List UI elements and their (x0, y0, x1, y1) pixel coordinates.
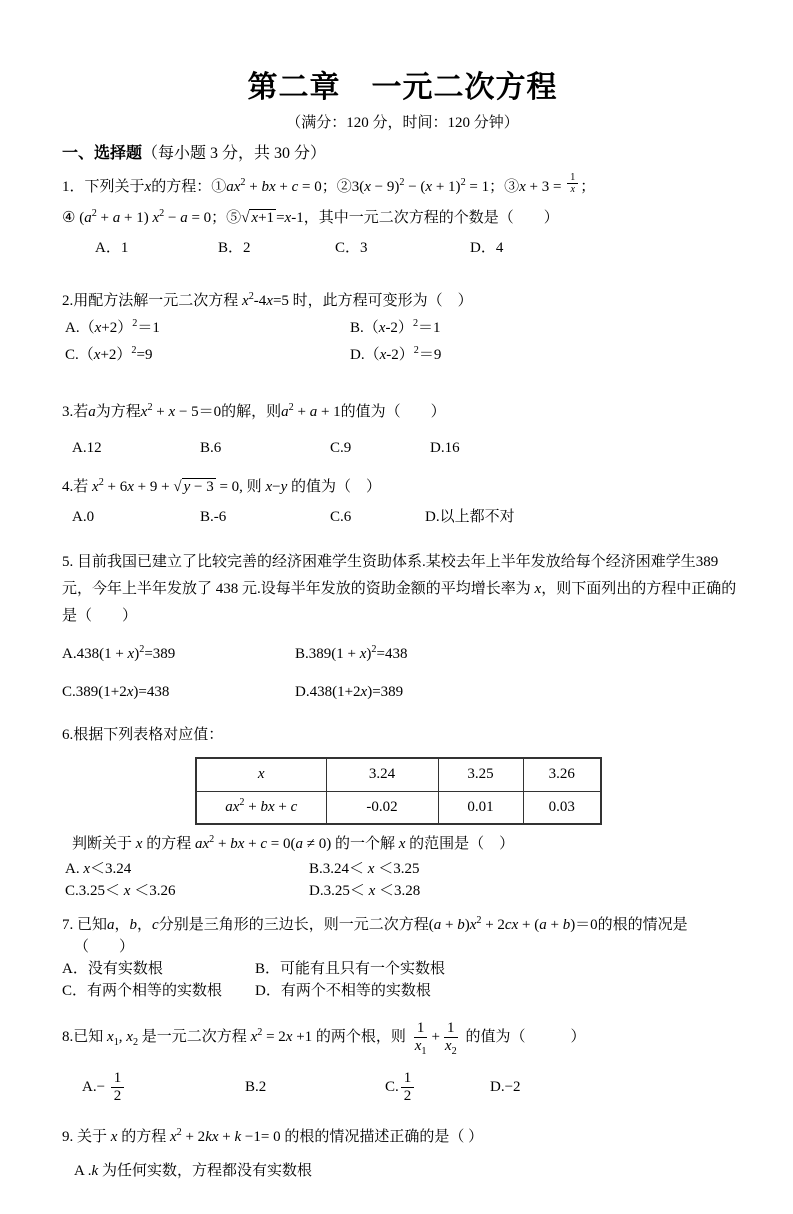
values-table (195, 757, 602, 825)
table-cell-poly-2: 0.01 (438, 791, 523, 824)
question-4 (62, 470, 743, 531)
document-title: 第二章 一元二次方程 (247, 71, 558, 104)
question-2-option-a: $A.(x+2)^2=1$ (65, 318, 160, 336)
question-5-option-a: $A.438(1 + x)^2=389$ (62, 644, 176, 662)
question-7-stem: 7. 已知a，b，c分别是三角形的三边长，则一元二次方程$(a + b)x^2 + 2cx + (a + b)=0$的根的情况是 (62, 915, 688, 933)
question-7-option-a: A．没有实数根 (62, 961, 163, 977)
question-8 (62, 1016, 743, 1108)
question-2-options-row-1 (62, 315, 743, 342)
question-2-option-c: $C.(x+2)^2=9$ (65, 345, 153, 363)
question-1-option-d: D．4 (470, 240, 504, 256)
question-7-option-b: B．可能有且只有一个实数根 (255, 961, 446, 977)
question-8-options (62, 1066, 743, 1108)
section-heading-label: 一、选择题 (62, 145, 143, 162)
question-1-stem-line1: 1．下列关于x的方程：$①ax^2$ + bx + c = 0；②3(x − $9)^2 - (x + 1)^2 = 1$；③x + 3 = $\frac{1}{x}$ ； (62, 172, 596, 195)
question-2-stem: 2.用配方法解一元二次方程 $x^2-4x=5$ 时，此方程可变形为（ ） (62, 291, 473, 309)
question-7-options-row-2 (62, 980, 743, 1002)
question-9-option-a: A .k 为任何实数，方程都没有实数根 (74, 1163, 312, 1179)
question-1-stem-line2: ④ $(a^2 + a + 1) x^2 - a = 0$；⑤√ x+1 =x-1，其中一元二次方程的个数是（ ） (62, 208, 559, 226)
question-1-option-c: C．3 (335, 240, 368, 256)
score-time-note: （满分：120 分，时间：120 分钟） (286, 115, 519, 131)
question-4-option-a: A.0 (72, 509, 95, 525)
question-1 (62, 174, 743, 262)
section-heading-note: （每小题 3 分，共 30 分） (142, 145, 327, 162)
question-4-option-b: B.-6 (200, 509, 227, 525)
question-2-option-d: $D.(x-2)^2=9$ (350, 345, 442, 363)
question-3-option-d: D.16 (430, 440, 460, 456)
question-3-option-c: C.9 (330, 440, 352, 456)
question-5-stem: 5. 目前我国已建立了比较完善的经济困难学生资助体系.某校去年上半年发放给每个经济困难学生389元，今年上半年发放了 438 元.设每半年发放的资助金额的平均增长率为 x，则下面列出的方程中正确的是（ ） (62, 554, 737, 624)
question-6-option-d: D.3.25＜ x ＜3.28 (309, 883, 421, 899)
question-6-option-a: A. x＜3.24 (65, 861, 132, 877)
question-7-option-d: D．有两个不相等的实数根 (255, 983, 431, 999)
question-9 (62, 1124, 743, 1184)
question-6-post-text: 判断关于 x 的方程 $ax^2$ + bx + c = 0(a ≠ 0) 的一个解 x 的范围是（ ） (72, 834, 515, 852)
table-cell-poly-1: -0.02 (326, 791, 438, 824)
question-5-options-row-2 (62, 679, 743, 706)
question-2 (62, 288, 743, 369)
question-1-option-a: A．1 (95, 240, 129, 256)
question-1-option-b: B．2 (218, 240, 251, 256)
question-5-option-d: D.438(1+2x)=389 (295, 684, 404, 700)
question-6 (62, 722, 743, 902)
table-cell-x-label: x (196, 758, 326, 791)
table-cell-x-3: 3.26 (523, 758, 601, 791)
question-8-option-b: B.2 (245, 1079, 267, 1095)
question-6-stem: 6.根据下列表格对应值： (62, 727, 224, 743)
question-3-option-b: B.6 (200, 440, 222, 456)
question-4-options (62, 504, 743, 531)
question-6-options-row-2 (62, 880, 743, 902)
values-table-row-poly (196, 791, 601, 824)
question-3-stem: 3.若a为方程$x^2 + x - 5=0$的解，则$a^2 + a + 1$的值为（ ） (62, 402, 446, 420)
question-8-stem: 8.已知 $x_1$, $x_2$ 是一元二次方程 $x^2 = 2x +1$ 的两个根，则 $\frac{1}{x_1}$ + $\frac{1}{x_2}$ 的值为（ ） (62, 1019, 586, 1058)
question-2-options-row-2 (62, 342, 743, 369)
question-4-option-c: C.6 (330, 509, 352, 525)
question-2-option-b: $B.(x-2)^2=1$ (350, 318, 441, 336)
question-7 (62, 914, 743, 1002)
question-3-options (62, 435, 743, 462)
question-5-option-c: C.389(1+2x)=438 (62, 684, 170, 700)
section-heading (62, 142, 743, 166)
question-8-option-a: A.− $\frac{1}{2}$ (82, 1066, 245, 1108)
question-4-stem: 4.若 $x^2 + 6x + 9$ + √ y − 3 = 0, 则 x−y 的值为（ ） (62, 477, 382, 495)
table-cell-x-2: 3.25 (438, 758, 523, 791)
question-7-option-c: C．有两个相等的实数根 (62, 983, 223, 999)
question-7-answer-paren: （ ） (74, 939, 135, 955)
values-table-row-x (196, 758, 601, 791)
question-4-option-d: D.以上都不对 (425, 509, 515, 525)
question-5-option-b: $B.389(1 + x)^2=438$ (295, 644, 408, 662)
question-6-options-row-1 (62, 858, 743, 880)
question-5-options-row-1 (62, 641, 743, 668)
question-6-option-c: C.3.25＜ x ＜3.26 (65, 883, 176, 899)
question-9-stem: 9. 关于 x 的方程 $x^2 + 2kx + k -1= 0$ 的根的情况描述正确的是（ ） (62, 1127, 484, 1145)
table-cell-x-1: 3.24 (326, 758, 438, 791)
question-1-options (62, 235, 743, 262)
table-cell-poly-label: $ax^2$ + bx + c (196, 791, 326, 824)
question-3 (62, 399, 743, 462)
table-cell-poly-3: 0.03 (523, 791, 601, 824)
question-7-options-row-1 (62, 958, 743, 980)
question-6-option-b: B.3.24＜ x ＜3.25 (309, 861, 420, 877)
question-5 (62, 549, 743, 706)
question-8-option-c: C. $\frac{1}{2}$ (385, 1066, 490, 1108)
question-3-option-a: A.12 (72, 440, 102, 456)
question-8-option-d: D.−2 (490, 1079, 521, 1095)
